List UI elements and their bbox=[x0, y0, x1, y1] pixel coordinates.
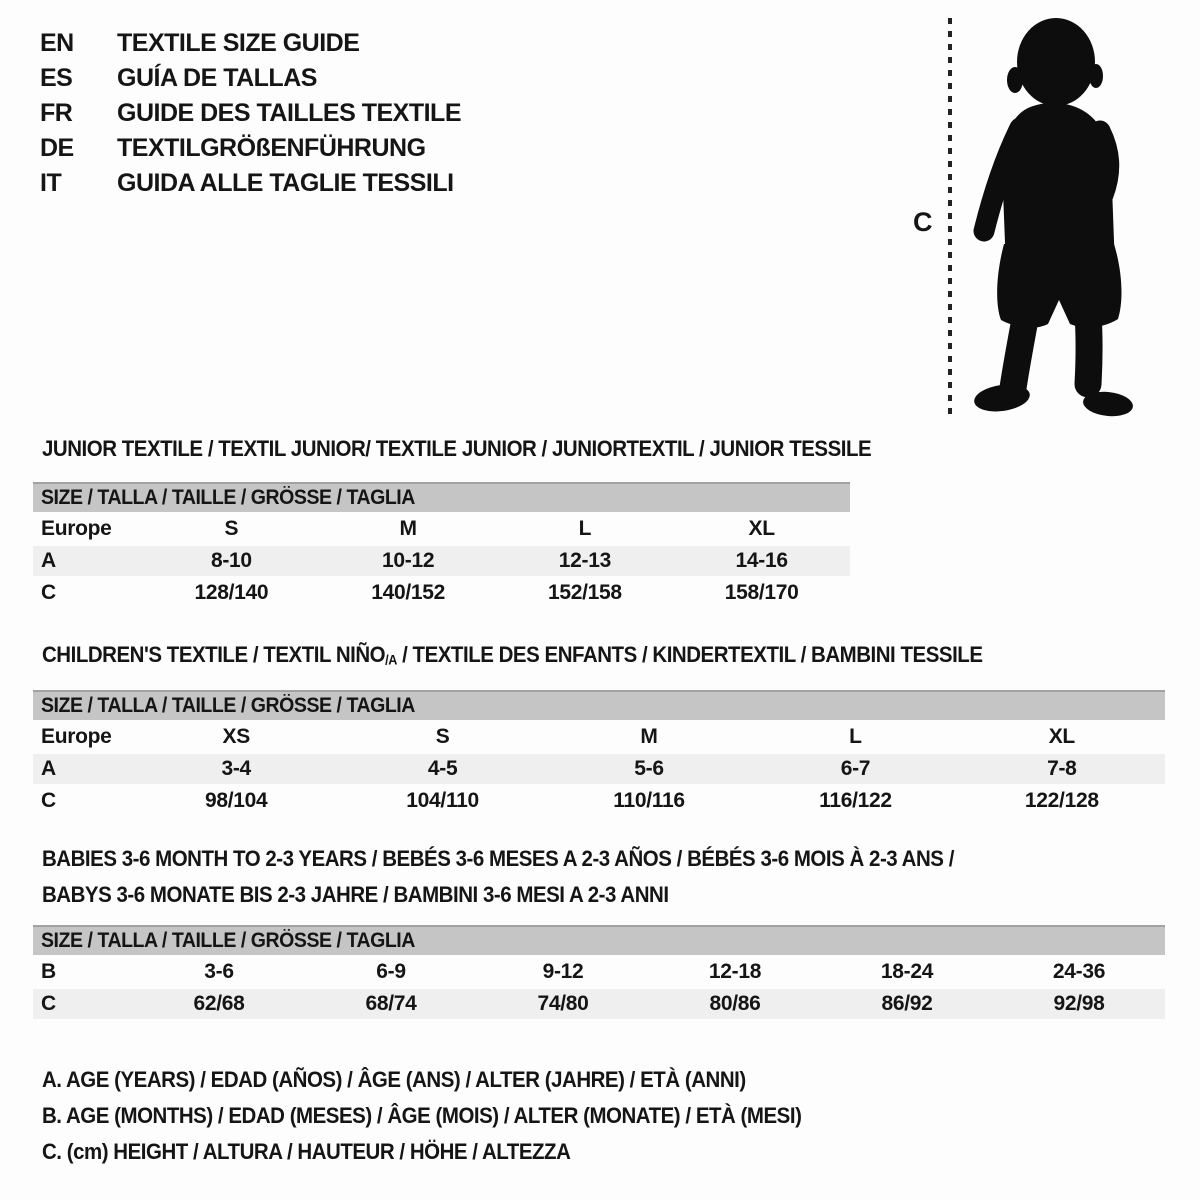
table-cell: 10-12 bbox=[382, 549, 435, 572]
babies-size-table bbox=[33, 925, 1165, 1019]
junior-size-table bbox=[33, 482, 850, 608]
lang-row-de bbox=[40, 131, 461, 166]
table-cell: 6-9 bbox=[376, 960, 406, 983]
row-label: C bbox=[41, 992, 56, 1015]
legend bbox=[42, 1062, 859, 1170]
table-cell: S bbox=[224, 517, 239, 540]
table-row bbox=[33, 987, 1165, 1019]
size-header-text: SIZE / TALLA / TAILLE / GRÖSSE / TAGLIA bbox=[41, 929, 415, 952]
lang-row-es bbox=[40, 61, 461, 96]
language-header bbox=[40, 26, 461, 201]
babies-section-title-line2 bbox=[42, 882, 669, 908]
babies-title-text2: BABYS 3-6 MONATE BIS 2-3 JAHRE / BAMBINI 3-6 MESI A 2-3 ANNI bbox=[42, 882, 669, 907]
lang-row-it bbox=[40, 166, 461, 201]
lang-row-fr bbox=[40, 96, 461, 131]
row-label: Europe bbox=[41, 725, 112, 748]
table-cell: 8-10 bbox=[210, 549, 252, 572]
table-cell: 12-18 bbox=[708, 960, 762, 983]
children-section-title bbox=[42, 642, 983, 668]
table-row bbox=[33, 720, 1165, 752]
size-header-bar bbox=[33, 482, 850, 512]
table-cell: M bbox=[640, 725, 658, 748]
table-cell: 3-4 bbox=[221, 757, 251, 780]
height-measure-dashed-line bbox=[948, 18, 952, 416]
table-cell: M bbox=[399, 517, 417, 540]
lang-code: EN bbox=[40, 29, 74, 57]
table-cell: 116/122 bbox=[819, 789, 892, 812]
toddler-silhouette-icon bbox=[968, 16, 1136, 422]
row-label: C bbox=[41, 789, 56, 812]
children-title-post: / TEXTILE DES ENFANTS / KINDERTEXTIL / BAMBINI TESSILE bbox=[396, 642, 983, 667]
table-cell: 86/92 bbox=[881, 992, 933, 1015]
table-cell: 18-24 bbox=[880, 960, 934, 983]
lang-title: TEXTILE SIZE GUIDE bbox=[117, 29, 360, 57]
table-cell: 104/110 bbox=[406, 789, 479, 812]
size-header-text: SIZE / TALLA / TAILLE / GRÖSSE / TAGLIA bbox=[41, 694, 415, 717]
row-label: A bbox=[41, 549, 56, 572]
table-cell: 128/140 bbox=[194, 581, 269, 604]
table-cell: 122/128 bbox=[1024, 789, 1099, 812]
table-row bbox=[33, 544, 850, 576]
table-cell: 110/116 bbox=[613, 789, 685, 812]
table-cell: 68/74 bbox=[365, 992, 417, 1015]
babies-section-title-line1 bbox=[42, 846, 954, 872]
table-cell: 5-6 bbox=[634, 757, 664, 780]
row-label: A bbox=[41, 757, 56, 780]
table-cell: 6-7 bbox=[840, 757, 871, 780]
table-row bbox=[33, 576, 850, 608]
table-cell: XL bbox=[748, 517, 775, 540]
table-cell: 140/152 bbox=[371, 581, 446, 604]
table-row bbox=[33, 784, 1165, 816]
table-cell: 3-6 bbox=[204, 960, 234, 983]
children-title-sub: /A bbox=[385, 652, 397, 668]
lang-code: IT bbox=[40, 169, 62, 197]
legend-text-c: C. (cm) HEIGHT / ALTURA / HAUTEUR / HÖHE / ALTEZZA bbox=[42, 1139, 571, 1164]
children-size-table bbox=[33, 690, 1165, 816]
junior-title-text: JUNIOR TEXTILE / TEXTIL JUNIOR/ TEXTILE JUNIOR / JUNIORTEXTIL / JUNIOR TESSILE bbox=[42, 436, 872, 461]
table-cell: 80/86 bbox=[709, 992, 761, 1015]
table-cell: 98/104 bbox=[204, 789, 268, 812]
table-cell: 24-36 bbox=[1052, 960, 1106, 983]
row-label: Europe bbox=[41, 517, 112, 540]
size-header-bar bbox=[33, 925, 1165, 955]
lang-title: GUIDA ALLE TAGLIE TESSILI bbox=[117, 169, 454, 197]
lang-row-en bbox=[40, 26, 461, 61]
table-cell: 74/80 bbox=[537, 992, 589, 1015]
junior-table-rows bbox=[33, 512, 850, 608]
lang-title: GUIDE DES TAILLES TEXTILE bbox=[117, 99, 462, 127]
table-row bbox=[33, 752, 1165, 784]
legend-text-a: A. AGE (YEARS) / EDAD (AÑOS) / ÂGE (ANS) / ALTER (JAHRE) / ETÀ (ANNI) bbox=[42, 1067, 746, 1092]
table-cell: L bbox=[849, 725, 862, 748]
table-cell: 92/98 bbox=[1053, 992, 1105, 1015]
table-cell: 152/158 bbox=[547, 581, 622, 604]
junior-section-title bbox=[42, 436, 871, 462]
row-label: C bbox=[41, 581, 56, 604]
table-row bbox=[33, 955, 1165, 987]
table-cell: 158/170 bbox=[724, 581, 799, 604]
table-row bbox=[33, 512, 850, 544]
table-cell: XL bbox=[1048, 725, 1075, 748]
table-cell: XS bbox=[222, 725, 250, 748]
lang-code: FR bbox=[40, 99, 73, 127]
lang-title: TEXTILGRÖßENFÜHRUNG bbox=[117, 134, 426, 162]
legend-line-c bbox=[42, 1134, 859, 1170]
babies-table-rows bbox=[33, 955, 1165, 1019]
table-cell: S bbox=[435, 725, 450, 748]
table-cell: L bbox=[578, 517, 592, 540]
row-label: B bbox=[41, 960, 56, 983]
legend-line-a bbox=[42, 1062, 859, 1098]
lang-title: GUÍA DE TALLAS bbox=[117, 64, 317, 92]
height-measure-label: C bbox=[913, 207, 933, 237]
lang-code: DE bbox=[40, 134, 74, 162]
size-header-text: SIZE / TALLA / TAILLE / GRÖSSE / TAGLIA bbox=[41, 486, 415, 509]
legend-text-b: B. AGE (MONTHS) / EDAD (MESES) / ÂGE (MOIS) / ALTER (MONATE) / ETÀ (MESI) bbox=[42, 1103, 802, 1128]
table-cell: 12-13 bbox=[558, 549, 611, 572]
table-cell: 62/68 bbox=[193, 992, 245, 1015]
table-cell: 14-16 bbox=[735, 549, 788, 572]
children-title-pre: CHILDREN'S TEXTILE / TEXTIL NIÑO bbox=[42, 642, 386, 667]
table-cell: 7-8 bbox=[1047, 757, 1077, 780]
table-cell: 9-12 bbox=[542, 960, 584, 983]
children-table-rows bbox=[33, 720, 1165, 816]
lang-code: ES bbox=[40, 64, 73, 92]
size-header-bar bbox=[33, 690, 1165, 720]
table-cell: 4-5 bbox=[427, 757, 458, 780]
legend-line-b bbox=[42, 1098, 859, 1134]
babies-title-text1: BABIES 3-6 MONTH TO 2-3 YEARS / BEBÉS 3-6 MESES A 2-3 AÑOS / BÉBÉS 3-6 MOIS À 2-3 ANS / bbox=[42, 846, 954, 871]
